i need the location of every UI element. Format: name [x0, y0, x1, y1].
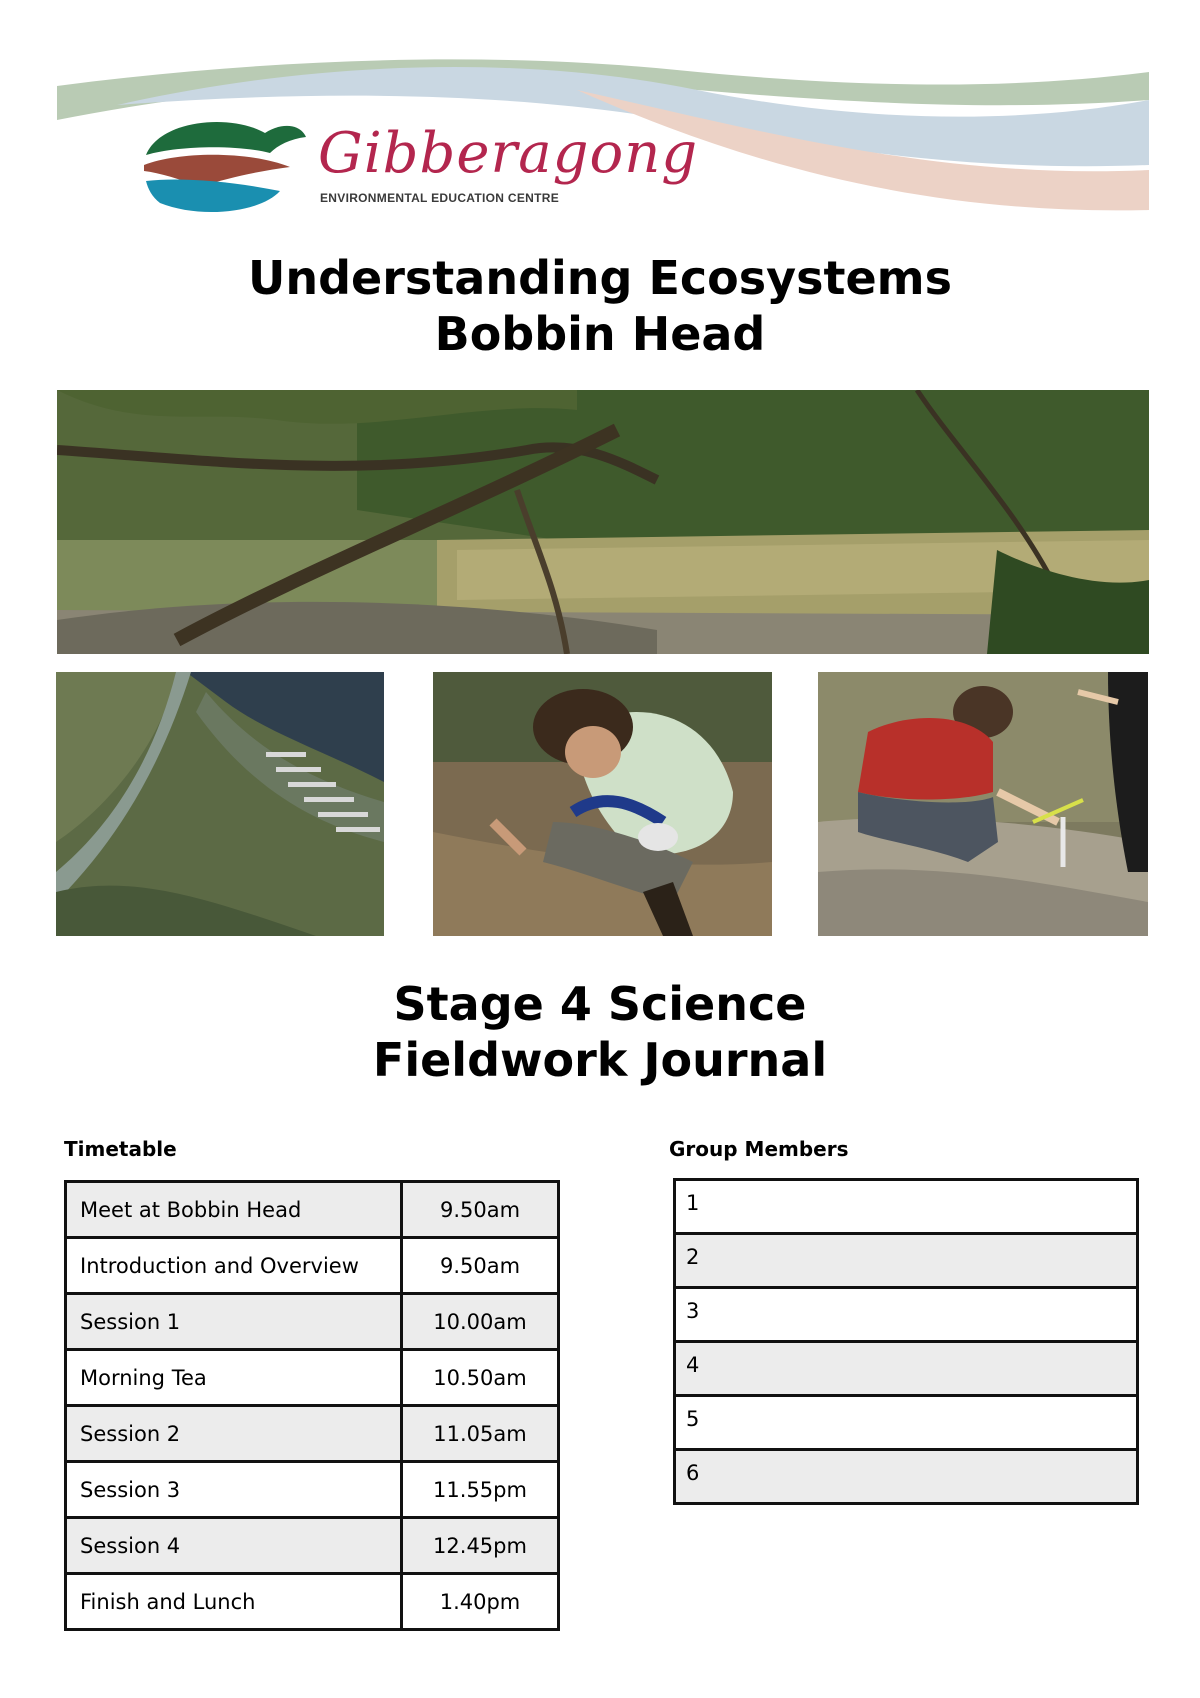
table-row: [66, 1462, 559, 1518]
table-row: [675, 1342, 1138, 1396]
table-row: [675, 1450, 1138, 1504]
journal-title-line-2: Fieldwork Journal: [372, 1033, 828, 1087]
group-members-label: Group Members: [669, 1137, 849, 1161]
journal-title-line-1: Stage 4 Science: [393, 977, 807, 1031]
table-row: [66, 1294, 559, 1350]
table-row: [675, 1288, 1138, 1342]
journal-title: [0, 976, 1200, 1088]
time-cell: 1.40pm: [402, 1574, 559, 1630]
table-row: [66, 1182, 559, 1238]
table-row: [675, 1234, 1138, 1288]
time-cell: 9.50am: [402, 1238, 559, 1294]
photo-aerial-view: [56, 672, 384, 936]
table-row: [66, 1238, 559, 1294]
member-field[interactable]: 5: [675, 1396, 1138, 1450]
time-cell: 10.00am: [402, 1294, 559, 1350]
activity-cell: Session 2: [66, 1406, 402, 1462]
group-members-table: [673, 1178, 1139, 1505]
photo-mangrove-river: [57, 390, 1149, 654]
logo-icon: [140, 115, 310, 220]
activity-cell: Session 1: [66, 1294, 402, 1350]
title-line-1: Understanding Ecosystems: [248, 251, 952, 305]
logo-subtitle: ENVIRONMENTAL EDUCATION CENTRE: [320, 191, 560, 205]
member-field[interactable]: 1: [675, 1180, 1138, 1234]
activity-cell: Session 4: [66, 1518, 402, 1574]
time-cell: 11.55pm: [402, 1462, 559, 1518]
table-row: [66, 1574, 559, 1630]
member-field[interactable]: 2: [675, 1234, 1138, 1288]
activity-cell: Morning Tea: [66, 1350, 402, 1406]
activity-cell: Introduction and Overview: [66, 1238, 402, 1294]
timetable-table: [64, 1180, 560, 1631]
photo-student-measuring: [433, 672, 772, 936]
member-field[interactable]: 3: [675, 1288, 1138, 1342]
time-cell: 9.50am: [402, 1182, 559, 1238]
member-field[interactable]: 6: [675, 1450, 1138, 1504]
table-row: [66, 1406, 559, 1462]
time-cell: 11.05am: [402, 1406, 559, 1462]
table-row: [675, 1396, 1138, 1450]
activity-cell: Session 3: [66, 1462, 402, 1518]
activity-cell: Finish and Lunch: [66, 1574, 402, 1630]
time-cell: 12.45pm: [402, 1518, 559, 1574]
table-row: [66, 1350, 559, 1406]
time-cell: 10.50am: [402, 1350, 559, 1406]
activity-cell: Meet at Bobbin Head: [66, 1182, 402, 1238]
member-field[interactable]: 4: [675, 1342, 1138, 1396]
logo-wordmark: Gibberagong: [318, 121, 699, 186]
page-title: [0, 250, 1200, 362]
timetable-label: Timetable: [64, 1137, 177, 1161]
photo-student-water-testing: [818, 672, 1148, 936]
title-line-2: Bobbin Head: [434, 307, 766, 361]
table-row: [675, 1180, 1138, 1234]
table-row: [66, 1518, 559, 1574]
